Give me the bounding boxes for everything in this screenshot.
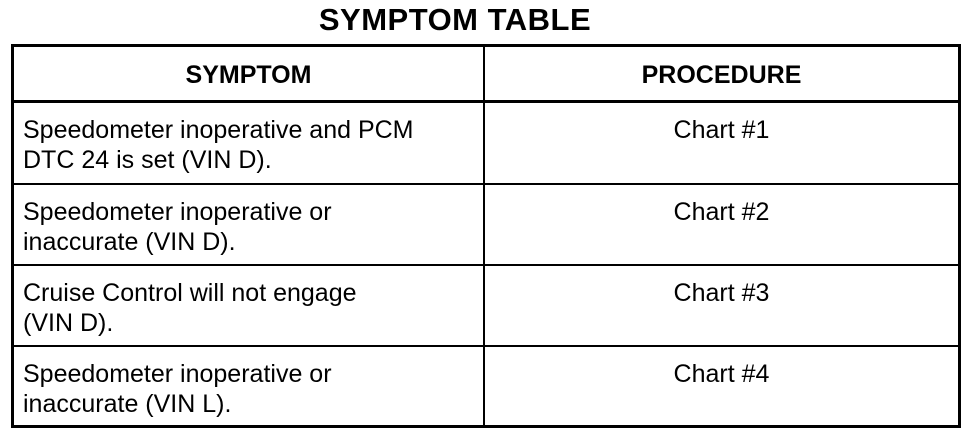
procedure-cell: Chart #4 — [673, 360, 770, 388]
page-title: SYMPTOM TABLE — [318, 2, 592, 37]
table-row — [14, 185, 958, 266]
table-header-row — [14, 47, 958, 103]
procedure-cell: Chart #2 — [673, 198, 770, 226]
symptom-cell: Speedometer inoperative and PCM DTC 24 is set (VIN D). — [23, 116, 414, 174]
procedure-cell: Chart #3 — [673, 279, 770, 307]
symptom-cell: Speedometer inoperative or inaccurate (VIN D). — [23, 198, 332, 256]
table-row — [14, 266, 958, 347]
column-header-procedure: PROCEDURE — [641, 61, 802, 89]
symptom-table — [11, 44, 961, 428]
symptom-cell: Cruise Control will not engage (VIN D). — [23, 279, 357, 337]
table-row — [14, 347, 958, 425]
procedure-cell: Chart #1 — [673, 116, 770, 144]
symptom-cell: Speedometer inoperative or inaccurate (VIN L). — [23, 360, 332, 418]
column-header-symptom: SYMPTOM — [185, 61, 312, 89]
table-row — [14, 103, 958, 185]
